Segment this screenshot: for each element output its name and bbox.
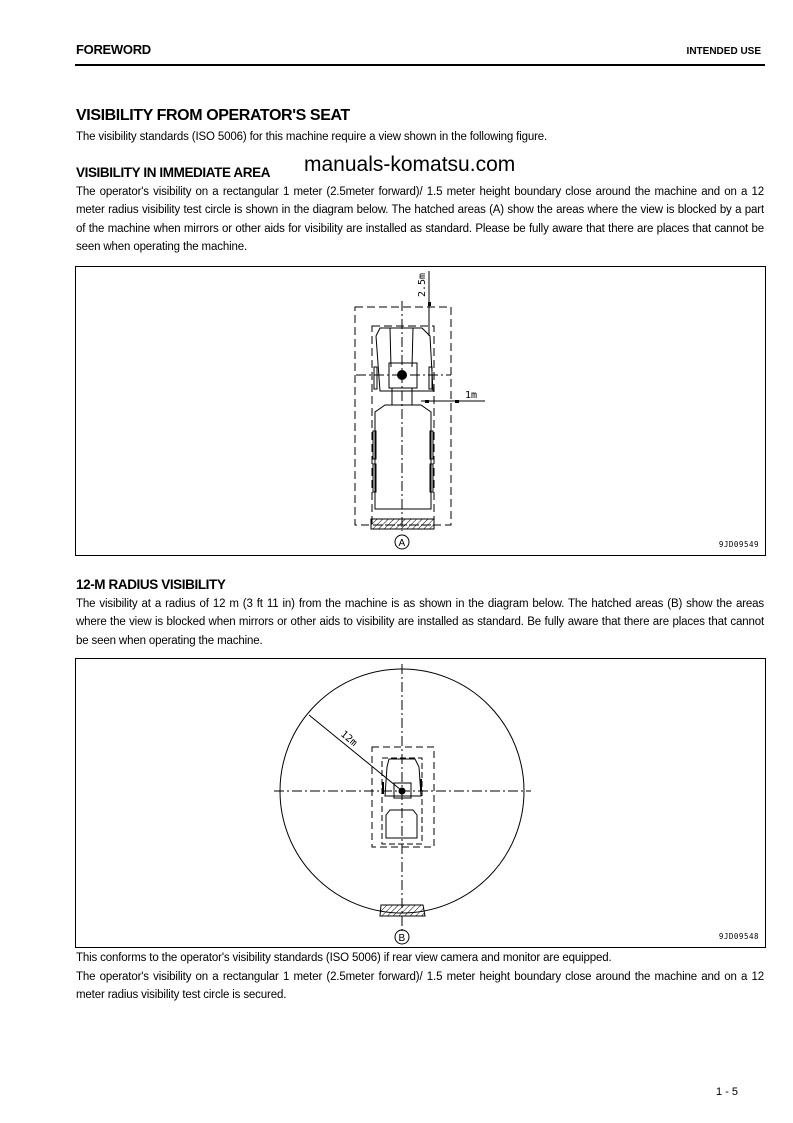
figure-immediate-area xyxy=(75,266,766,556)
label-a: A xyxy=(398,538,406,549)
immediate-area-heading: VISIBILITY IN IMMEDIATE AREA xyxy=(76,165,271,180)
page-title: VISIBILITY FROM OPERATOR'S SEAT xyxy=(76,107,350,124)
dim-side-label: 1m xyxy=(465,390,478,401)
figure-id: 9JD09549 xyxy=(718,540,759,549)
label-b: B xyxy=(398,933,406,944)
immediate-area-paragraph: The operator's visibility on a rectangular 1 meter (2.5meter forward)/ 1.5 meter height boundary close around the machine and on a 12 meter radius visibility test circle is shown in the diagram below. The hatched areas (A) show the areas where the view is blocked by a part of the machine when mirrors or other aids for visibility are installed as standard. Please be fully aware that there are places that cannot be seen when operating the machine. xyxy=(76,186,764,253)
header-rule xyxy=(75,64,765,66)
dim-radius-label: 12m xyxy=(338,728,359,749)
figure-radius-visibility xyxy=(75,658,766,948)
header-chapter: INTENDED USE xyxy=(686,46,761,57)
intro-paragraph: The visibility standards (ISO 5006) for this machine require a view shown in the following figure. xyxy=(76,131,548,143)
conclusion-paragraph-1: This conforms to the operator's visibility standards (ISO 5006) if rear view camera and monitor are equipped. xyxy=(76,952,612,964)
radius-visibility-diagram xyxy=(76,659,765,947)
watermark: manuals-komatsu.com xyxy=(304,153,516,176)
radius-visibility-paragraph: The visibility at a radius of 12 m (3 ft 11 in) from the machine is as shown in the diagram below. The hatched areas (B) show the areas where the view is blocked when mirrors or other aids to visibility are installed as standard. Be fully aware that there are places that cannot be seen when operating the machine. xyxy=(76,598,764,647)
conclusion-paragraph-2: The operator's visibility on a rectangular 1 meter (2.5meter forward)/ 1.5 meter height boundary close around the machine and on a 12 meter radius visibility test circle is secured. xyxy=(76,971,764,1002)
dim-forward-label: 2.5m xyxy=(417,272,428,297)
figure-id: 9JD09548 xyxy=(718,932,759,941)
immediate-area-diagram xyxy=(76,267,765,555)
page-number: 1 - 5 xyxy=(716,1086,739,1098)
radius-visibility-heading: 12-M RADIUS VISIBILITY xyxy=(76,577,226,592)
header-section: FOREWORD xyxy=(76,42,151,57)
